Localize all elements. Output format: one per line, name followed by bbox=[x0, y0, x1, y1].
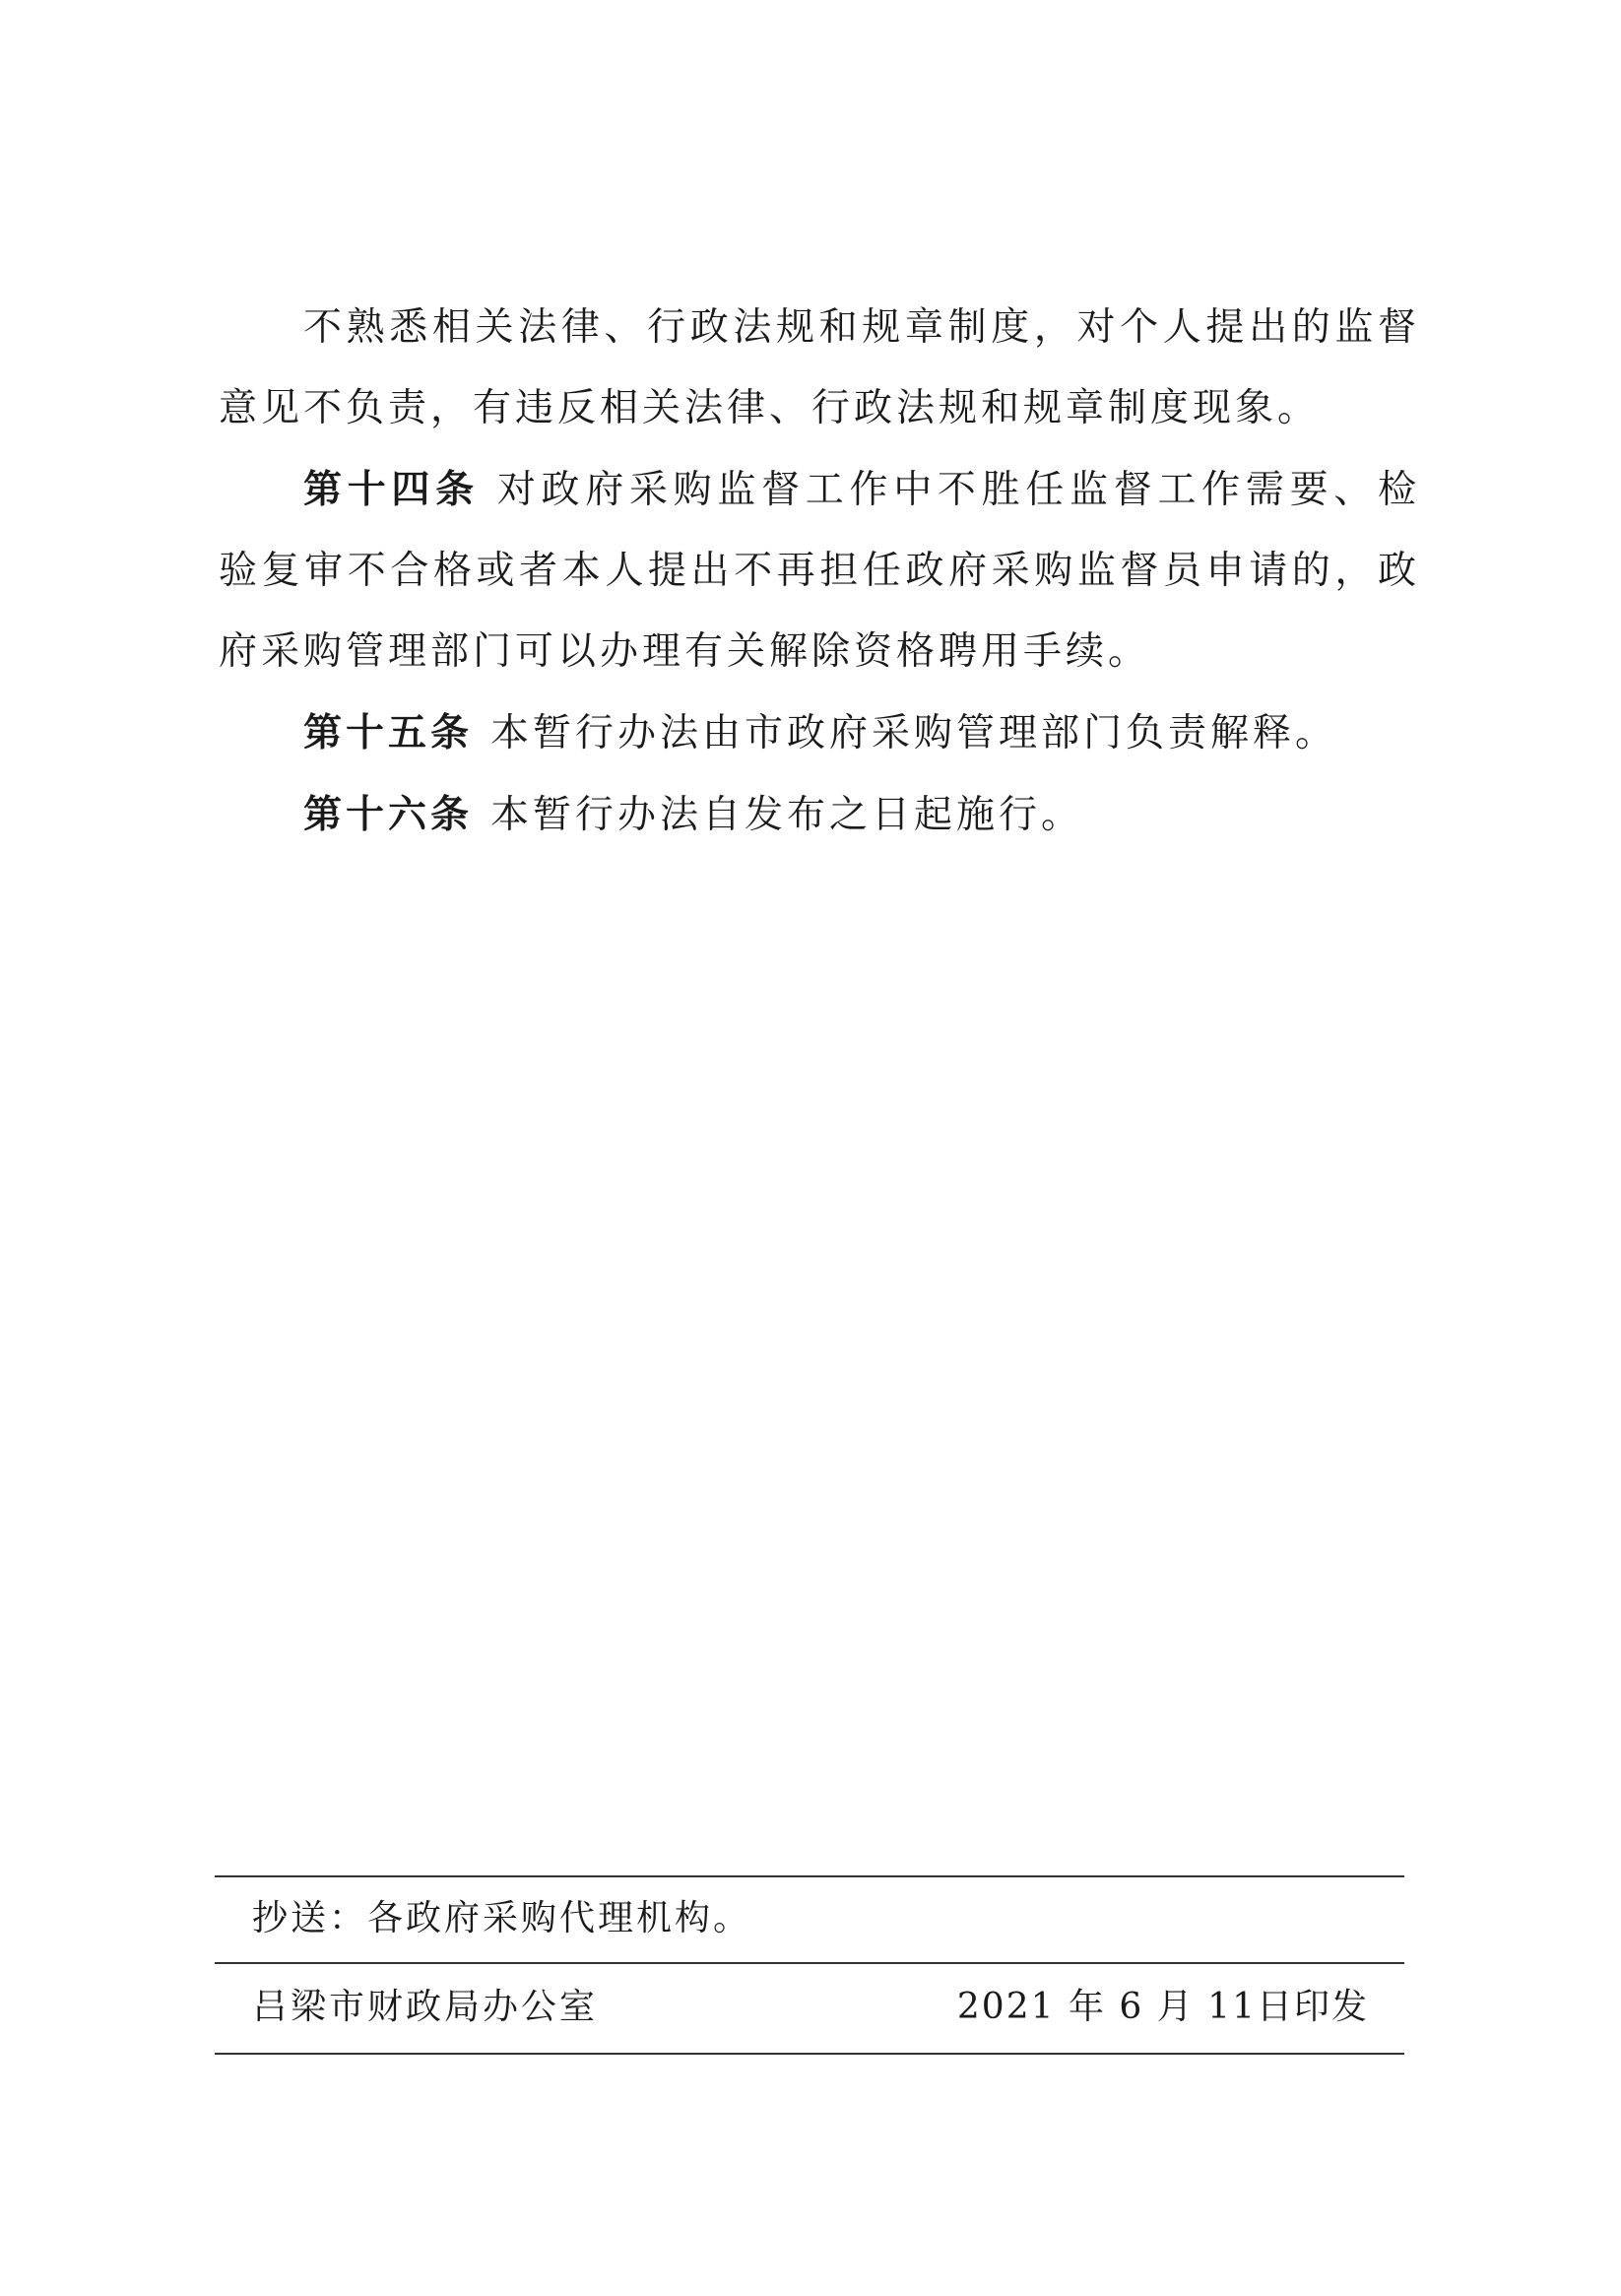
issue-date: 2021 年 6 月 11日印发 bbox=[956, 1987, 1369, 2027]
article-16 bbox=[219, 774, 1420, 856]
article-text: 对政府采购监督工作中不胜任监督工作需要、检验复审不合格或者本人提出不再担任政府采购监督员申请的，政府采购管理部门可以办理有关解除资格聘用手续。 bbox=[219, 468, 1420, 674]
footer-rule-bottom bbox=[215, 2053, 1404, 2055]
article-heading: 第十四条 bbox=[303, 467, 480, 512]
article-text: 本暂行办法由市政府采购管理部门负责解释。 bbox=[490, 711, 1338, 755]
cc-recipients: 抄送：各政府采购代理机构。 bbox=[252, 1898, 752, 1938]
paragraph-continued bbox=[219, 288, 1420, 449]
article-14 bbox=[219, 449, 1420, 692]
footer-rule-top bbox=[215, 1875, 1404, 1877]
issuing-office: 吕梁市财政局办公室 bbox=[252, 1987, 599, 2027]
article-text: 本暂行办法自发布之日起施行。 bbox=[490, 793, 1084, 837]
article-heading: 第十五条 bbox=[303, 710, 474, 755]
article-heading: 第十六条 bbox=[303, 792, 474, 837]
footer-rule-middle bbox=[215, 1962, 1404, 1964]
document-body bbox=[219, 288, 1420, 856]
article-15 bbox=[219, 692, 1420, 774]
paragraph-text: 不熟悉相关法律、行政法规和规章制度，对个人提出的监督意见不负责，有违反相关法律、行政法规和规章制度现象。 bbox=[219, 305, 1420, 430]
